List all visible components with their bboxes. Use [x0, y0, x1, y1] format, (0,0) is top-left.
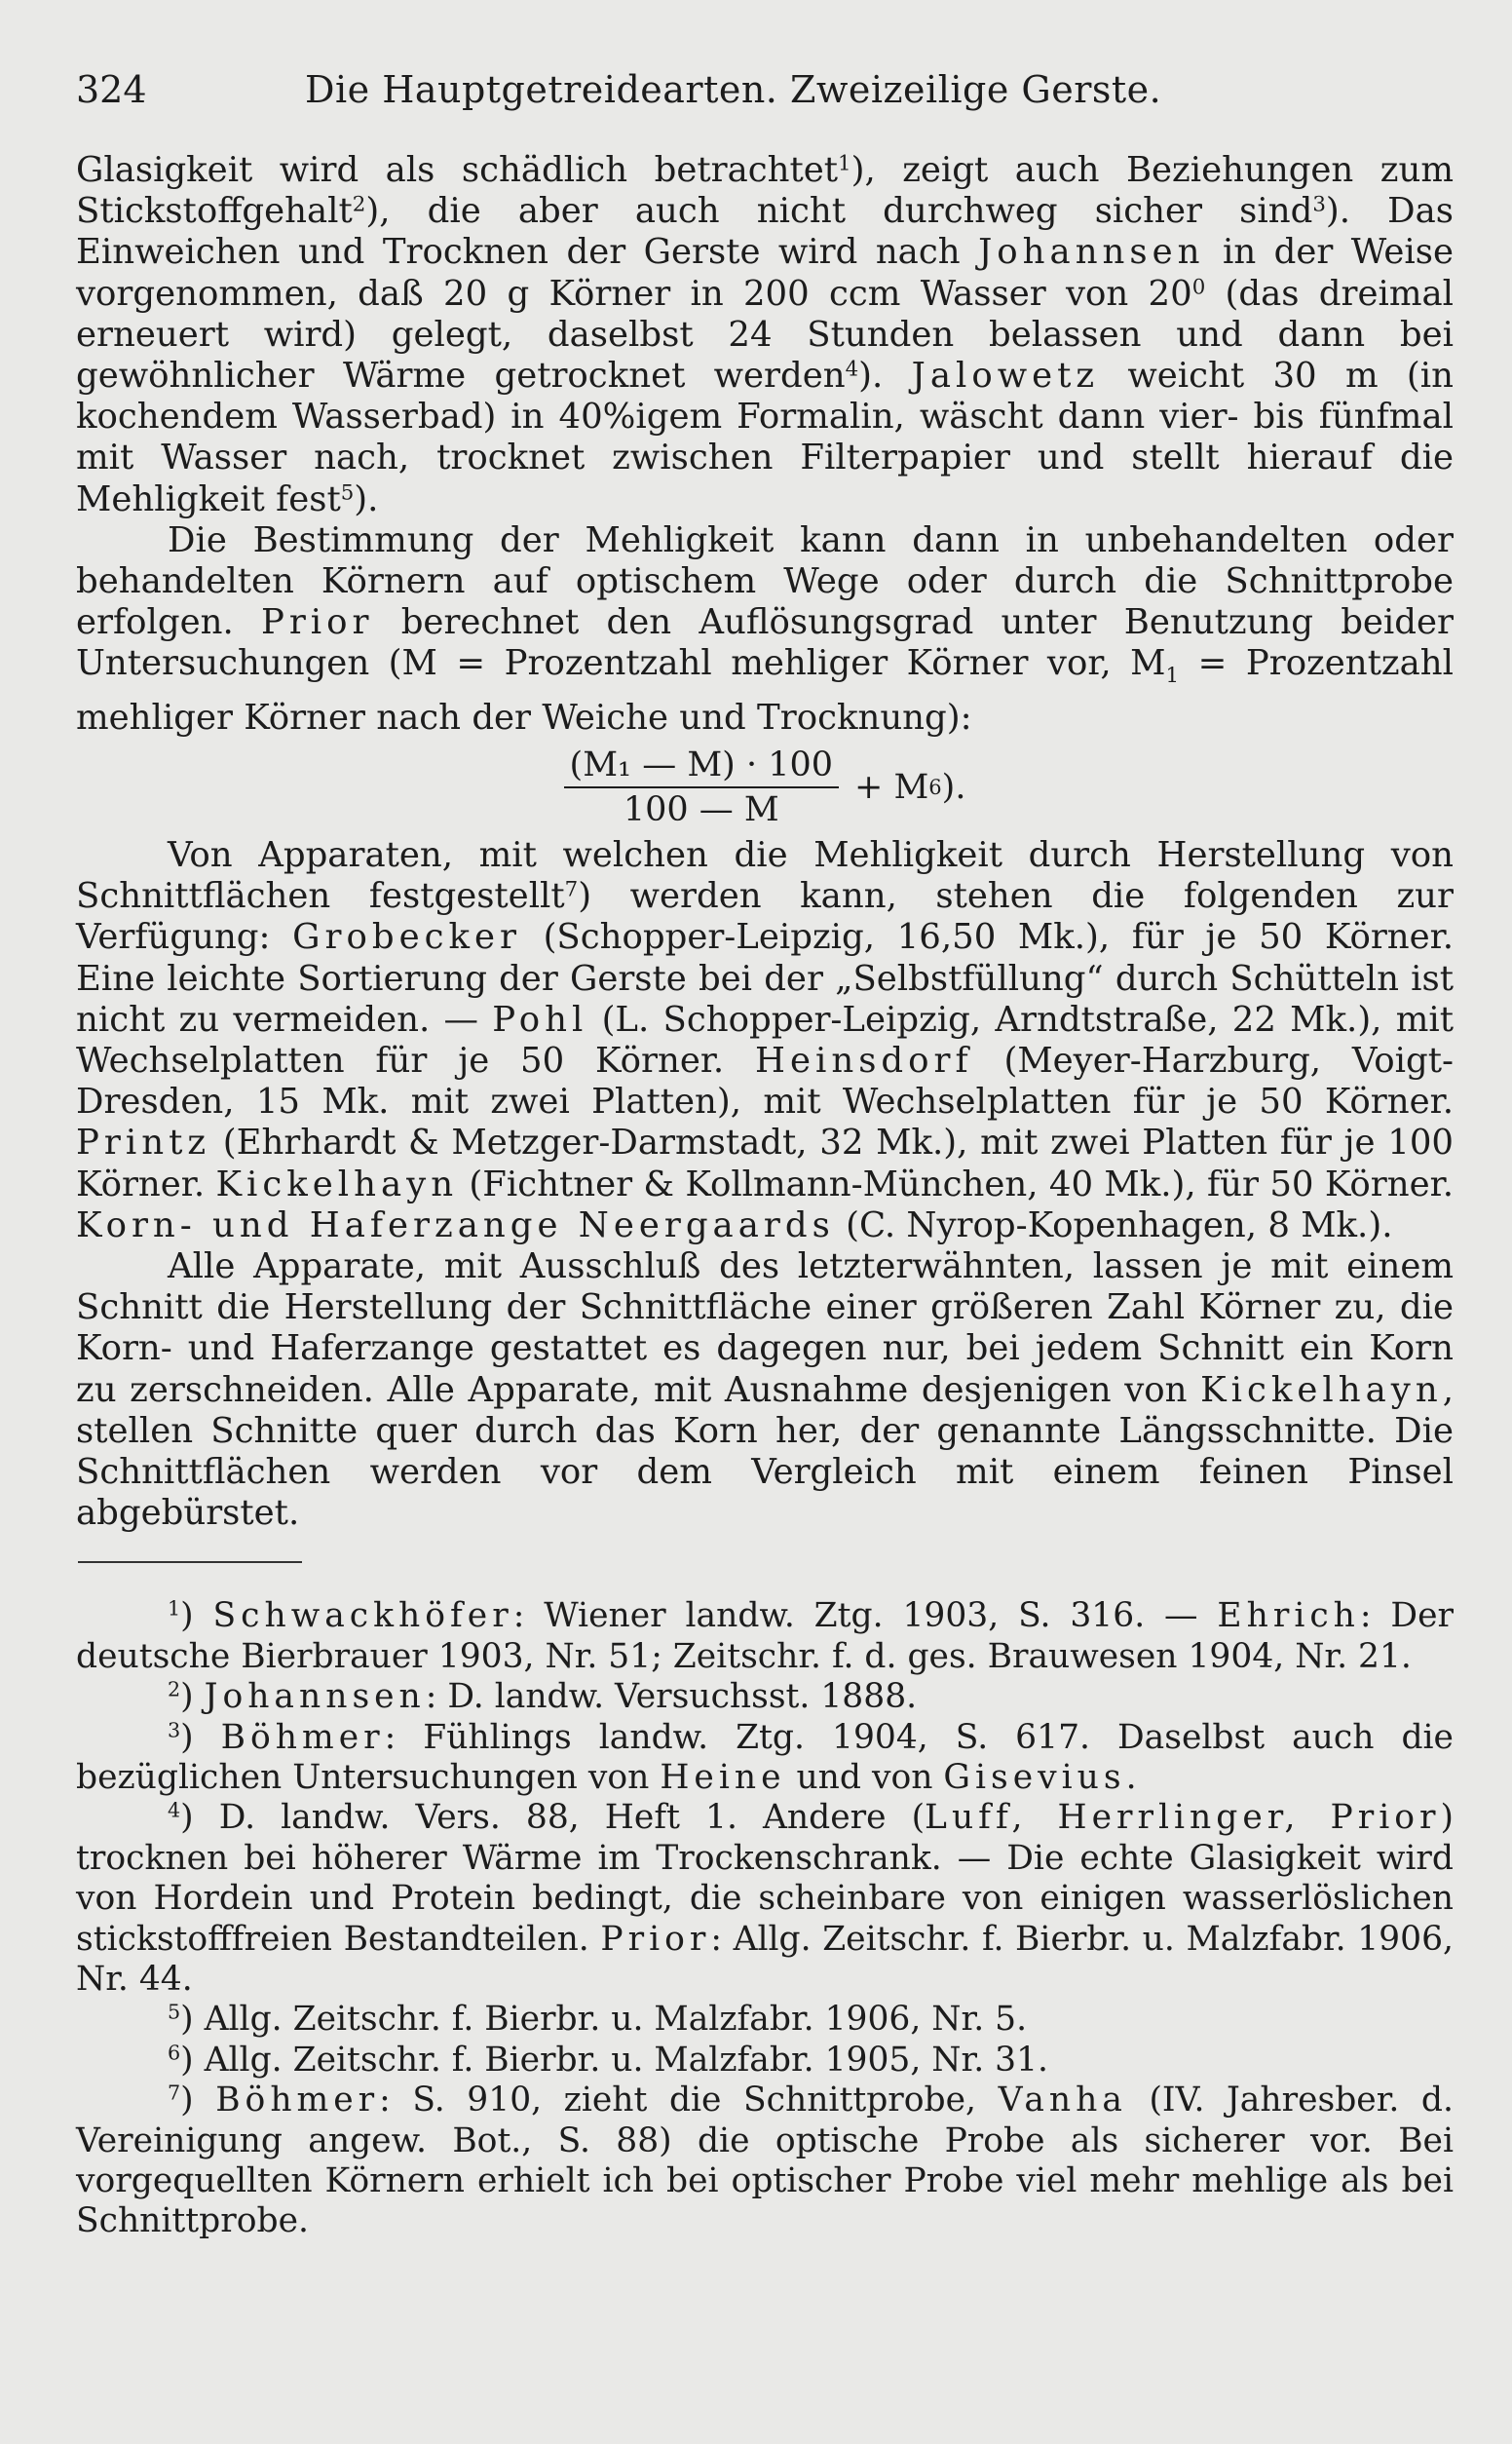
author-name: Kickelhayn	[215, 1164, 459, 1204]
page-number: 324	[76, 68, 147, 111]
author-name: Luff, Herrlinger, Prior	[925, 1798, 1441, 1838]
text-segment: ), die aber auch nicht durchweg sicher sind	[365, 191, 1313, 232]
author-name: Grobecker	[292, 917, 521, 958]
footnote-ref: 5	[340, 479, 355, 505]
text-segment: (Fichtner & Kollmann-München, 40 Mk.), für 50 Körner.	[458, 1164, 1454, 1204]
text-segment: berechnet den Auflösungsgrad unter Benutzung beider Untersuchungen (M = Prozentzahl mehliger Körner vor, M	[76, 602, 1454, 684]
text-segment: : S. 910, zieht die Schnittprobe,	[379, 2081, 999, 2120]
text-segment: : Wiener landw. Ztg. 1903, S. 316. —	[512, 1596, 1218, 1636]
author-name: Prior	[600, 1919, 711, 1959]
author-name: Korn- und Haferzange Neergaards	[76, 1204, 835, 1245]
footnote-mark: 1	[168, 1597, 181, 1622]
author-name: Heinsdorf	[755, 1040, 973, 1081]
text-segment: ) werden kann, stehen die folgenden zur Verfügung:	[76, 876, 1454, 958]
text-segment: ) trocknen bei höherer Wärme im Trockenschrank. — Die echte Glasigkeit wird von Hordein und Protein bedingt, die scheinbare von einigen wasserlöslichen stickstofffreien Bestandteilen.	[76, 1798, 1454, 1959]
author-name: Heine	[660, 1758, 786, 1798]
author-name: Jalowetz	[911, 356, 1100, 397]
author-name: Printz	[76, 1123, 211, 1164]
author-name: Pohl	[492, 999, 588, 1040]
footnotes	[76, 1596, 1454, 2242]
text-segment: (Schopper-Leipzig, 16,50 Mk.), für je 50 Körner. Eine leichte Sortierung der Gerste bei der „Selbstfüllung“ durch Schütteln ist nicht zu vermeiden. —	[76, 917, 1455, 1040]
footnote-mark: 4	[168, 1799, 181, 1823]
author-name: Ehrich	[1217, 1596, 1360, 1636]
formula-end: ).	[941, 768, 966, 808]
footnote-6: $^6$) Allg. Zeitschr. f. Bierbr. u. Malzfabr. 1905, Nr. 31.	[168, 2040, 1049, 2080]
paragraph-glasigkeit	[76, 150, 1454, 520]
footnote-mark: 3	[168, 1718, 181, 1742]
footnote-ref: 7	[564, 877, 579, 902]
author-name: Prior	[260, 602, 374, 643]
text-segment: ).	[858, 356, 912, 397]
text-segment: (C. Nyrop-Kopenhagen, 8 Mk.).	[834, 1204, 1393, 1245]
page-header	[76, 66, 1454, 113]
formula-tail: + M	[854, 768, 929, 808]
text-segment: (Meyer-Harzburg, Voigt-Dresden, 15 Mk. mit zwei Platten), mit Wechselplatten für je 50 Körner.	[76, 1040, 1454, 1123]
footnote-mark: 5	[168, 2001, 181, 2025]
text-segment: ). Das Einweichen und Trocknen der Gerste wird nach	[76, 191, 1454, 273]
footnote-divider	[78, 1561, 302, 1563]
text-segment: : Fühlings landw. Ztg. 1904, S. 617. Daselbst auch die bezüglichen Untersuchungen von	[76, 1717, 1454, 1798]
text-segment: Glasigkeit wird als schädlich betrachtet	[76, 150, 839, 190]
paragraph-apparate	[76, 835, 1454, 1246]
footnote-ref: 3	[1312, 192, 1326, 217]
author-name: Böhmer	[220, 1717, 385, 1757]
main-text	[76, 150, 1454, 1534]
footnote-mark: 2	[168, 1677, 181, 1701]
formula-fraction	[564, 746, 839, 829]
text-segment: Die Bestimmung der Mehligkeit kann dann in unbehandelten oder behandelten Körnern auf optischem Wege oder durch die Schnittprobe erfolgen.	[76, 519, 1454, 643]
author-name: Vanha	[998, 2081, 1127, 2120]
paragraph-alle-apparate	[76, 1246, 1454, 1534]
text-segment: : D. landw. Versuchsst. 1888.	[425, 1677, 918, 1717]
footnote-7: $^7$) Böhmer: S. 910, zieht die Schnittprobe, Vanha (IV. Jahresber. d. Vereinigung angew. Bot., S. 88) die optische Probe als sicherer vor. Bei vorgequellten Körnern erhielt ich bei optischer Probe viel mehr mehlige als bei Schnittprobe.	[76, 2081, 1454, 2241]
footnote-4: $^4$) D. landw. Vers. 88, Heft 1. Andere (Luff, Herrlinger, Prior) trocknen bei höherer Wärme im Trockenschrank. — Die echte Glasigkeit wird von Hordein und Protein bedingt, die scheinbare von einigen wasserlöslichen stickstofffreien Bestandteilen. Prior: Allg. Zeitschr. f. Bierbr. u. Malzfabr. 1906, Nr. 44.	[76, 1798, 1454, 2000]
text-segment: (das dreimal erneuert wird) gelegt, daselbst 24 Stunden belassen und dann bei gewöhnlicher Wärme getrocknet werden	[76, 273, 1455, 397]
subscript: 1	[1165, 664, 1180, 689]
footnote-mark: 7	[168, 2081, 181, 2105]
text-segment: , stellen Schnitte quer durch das Korn her, der genannte Längsschnitte. Die Schnittflächen werden vor dem Vergleich mit einem feinen Pinsel abgebürstet.	[76, 1369, 1454, 1534]
text-segment: in der Weise vorgenommen, daß 20 g Körner in 200 ccm Wasser von 20	[76, 232, 1454, 314]
paragraph-bestimmung	[76, 520, 1454, 739]
author-name: Kickelhayn	[1200, 1369, 1443, 1410]
footnote-ref: 2	[352, 192, 366, 217]
author-name: Schwackhöfer	[212, 1596, 513, 1636]
text-segment: = Prozentzahl mehliger Körner nach der Weiche und Trocknung):	[76, 643, 1454, 738]
formula: $\frac{\text{(M₁ — M) · 100}}{100 — M}$ + M 6 ).	[76, 746, 1454, 829]
text-segment: (IV. Jahresber. d. Vereinigung angew. Bot., S. 88) die optische Probe als sicherer vor. Bei vorgequellten Körnern erhielt ich bei optischer Probe viel mehr mehlige als bei Schnittprobe.	[76, 2081, 1454, 2241]
footnote-3: $^3$) Böhmer: Fühlings landw. Ztg. 1904, S. 617. Daselbst auch die bezüglichen Untersuchungen von Heine und von Gisevius.	[76, 1717, 1454, 1798]
formula-numerator: (M₁ — M) · 100	[564, 746, 839, 788]
footnote-5: $^5$) Allg. Zeitschr. f. Bierbr. u. Malzfabr. 1906, Nr. 5.	[168, 2000, 1028, 2040]
text-segment: Von Apparaten, mit welchen die Mehligkeit durch Herstellung von Schnittflächen festgestellt	[76, 834, 1454, 917]
footnote-ref: 1	[838, 151, 851, 176]
author-name: Johannsen	[204, 1677, 426, 1717]
text-segment: und von	[785, 1758, 944, 1798]
text-segment: Alle Apparate, mit Ausschluß des letzterwähnten, lassen je mit einem Schnitt die Herstellung der Schnittfläche einer größeren Zahl Körner zu, die Korn- und Haferzange gestattet es dagegen nur, bei jedem Schnitt ein Korn zu zerschneiden. Alle Apparate, mit Ausnahme desjenigen von	[76, 1245, 1454, 1410]
footnote-1: $^1$) Schwackhöfer: Wiener landw. Ztg. 1903, S. 316. — Ehrich: Der deutsche Bierbrauer 1903, Nr. 51; Zeitschr. f. d. ges. Brauwesen 1904, Nr. 21.	[76, 1596, 1454, 1676]
text-segment: weicht 30 m (in kochendem Wasserbad) in 40%igem Formalin, wäscht dann vier- bis fünfmal mit Wasser nach, trocknet zwischen Filterpapier und stellt hierauf die Mehligkeit fest	[76, 356, 1454, 519]
author-name: Böhmer	[215, 2081, 380, 2120]
degree-mark: 0	[1191, 274, 1206, 299]
text-segment: : Allg. Zeitschr. f. Bierbr. u. Malzfabr. 1906, Nr. 44.	[76, 1919, 1454, 2000]
author-name: Gisevius	[943, 1758, 1126, 1798]
text-segment: D. landw. Vers. 88, Heft 1. Andere (	[218, 1798, 926, 1838]
footnote-2: $^2$) Johannsen: D. landw. Versuchsst. 1888.	[168, 1677, 918, 1717]
footnote-ref: 4	[845, 357, 859, 382]
text-segment: ), zeigt auch Beziehungen zum Stickstoffgehalt	[76, 150, 1454, 232]
text-segment: (Ehrhardt & Metzger-Darmstadt, 32 Mk.), mit zwei Platten für je 100 Körner.	[76, 1123, 1454, 1204]
text-segment: Allg. Zeitschr. f. Bierbr. u. Malzfabr. 1906, Nr. 5.	[204, 2000, 1028, 2040]
text-segment: : Der deutsche Bierbrauer 1903, Nr. 51; Zeitschr. f. d. ges. Brauwesen 1904, Nr. 21.	[76, 1596, 1454, 1676]
formula-denominator: 100 — M	[623, 789, 779, 829]
author-name: Johannsen	[978, 232, 1205, 273]
text-segment: (L. Schopper-Leipzig, Arndtstraße, 22 Mk.), mit Wechselplatten für je 50 Körner.	[76, 999, 1455, 1081]
text-segment: .	[1125, 1758, 1137, 1798]
running-title: Die Hauptgetreidearten. Zweizeilige Gerste.	[305, 68, 1162, 111]
footnote-mark: 6	[168, 2041, 181, 2065]
text-segment: ).	[354, 478, 379, 519]
text-segment: Allg. Zeitschr. f. Bierbr. u. Malzfabr. 1905, Nr. 31.	[204, 2040, 1049, 2080]
